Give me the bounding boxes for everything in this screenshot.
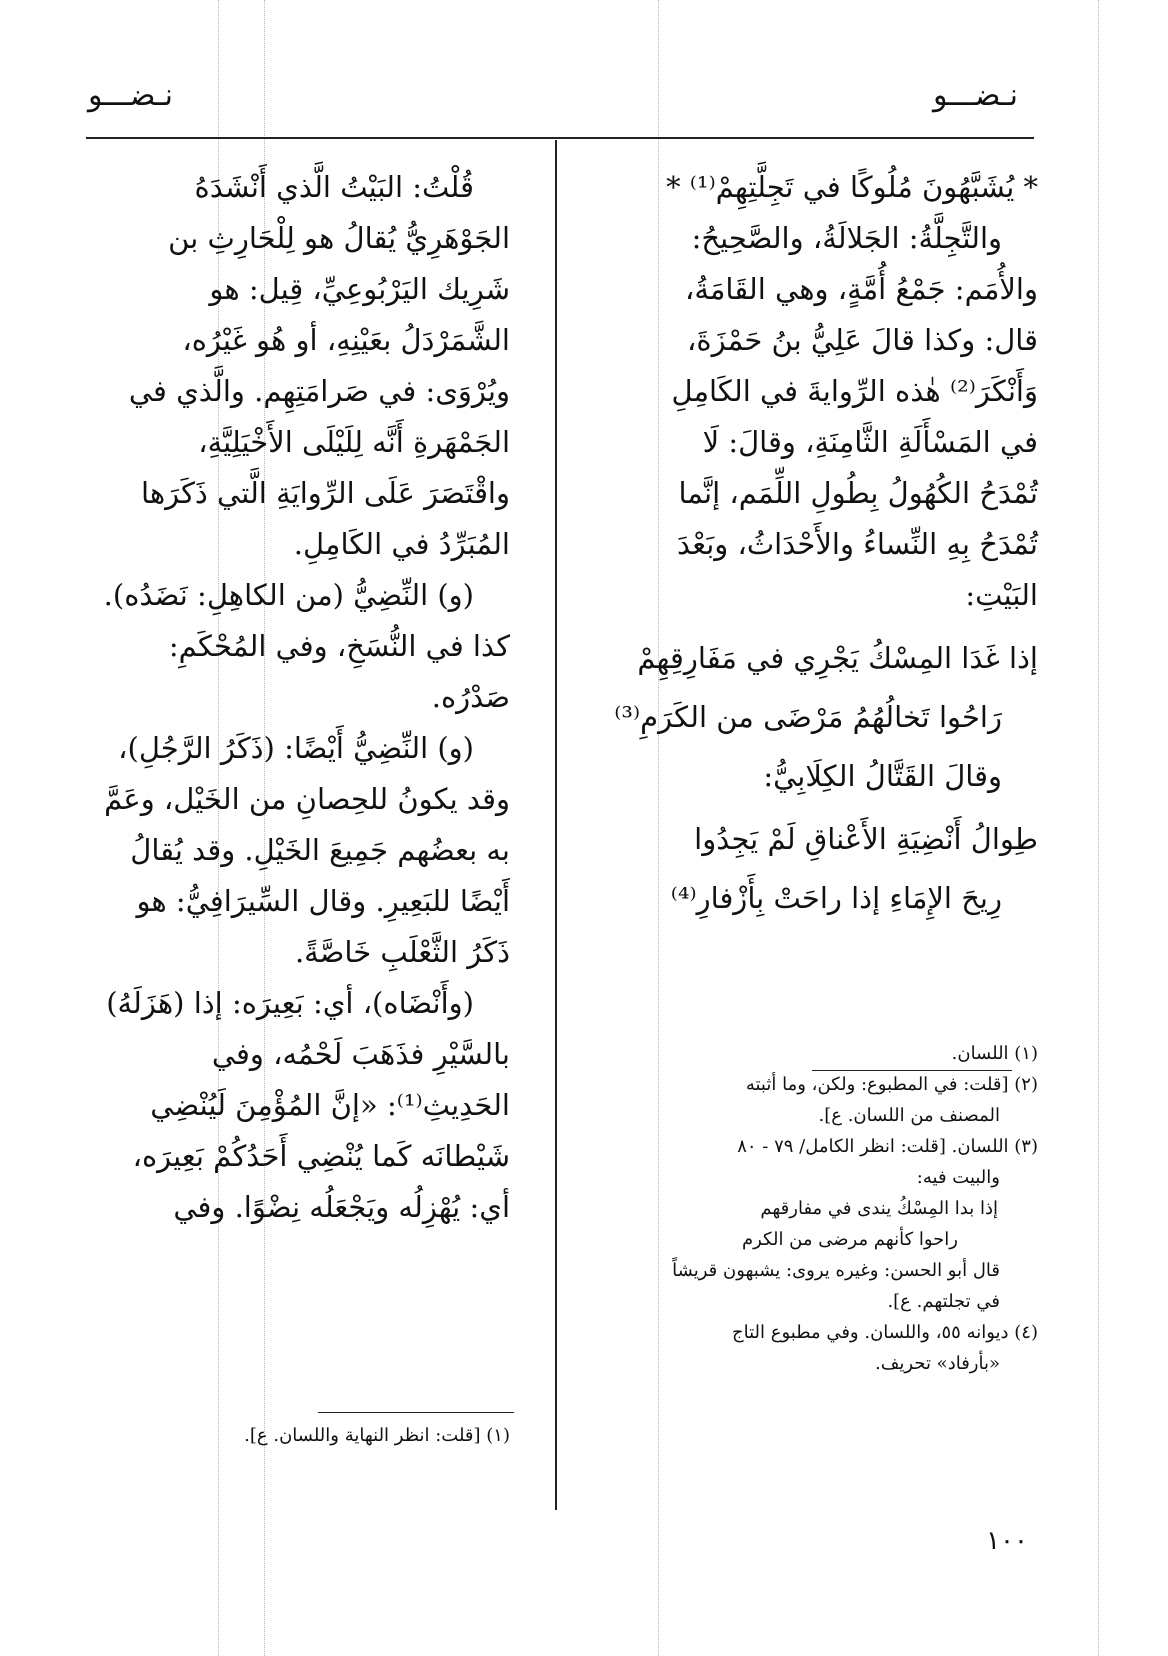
footnote-continuation: قال أبو الحسن: وغيره يروى: يشبهون قريشاً	[672, 1260, 1000, 1281]
verse-line: رِيحَ الإِمَاءِ إذا راحَتْ بِأَزْفارِ⁽⁴⁾	[670, 881, 1002, 915]
text-line: في المَسْأَلَةِ الثَّامِنَةِ، وقالَ: لَا	[702, 425, 1038, 459]
text-line: به بعضُهم جَمِيعَ الخَيْلِ. وقد يُقالُ	[130, 833, 510, 867]
header-rule	[86, 137, 1034, 139]
text-line: الشَّمَرْدَلُ بعَيْنِهِ، أو هُو غَيْرُه،	[182, 323, 510, 357]
footnote: (٤) ديوانه ٥٥، واللسان. وفي مطبوع التاج	[731, 1322, 1038, 1343]
text-line: قُلْتُ: البَيْتُ الَّذي أَنْشَدَهُ	[194, 170, 474, 204]
entry-line: (وأَنْضَاه)، أي: بَعِيرَه: إذا (هَزَلَهُ)	[106, 986, 474, 1020]
text-line: الجَوْهَرِيُّ يُقالُ هو لِلْحَارِثِ بن	[168, 221, 510, 255]
text-line: تُمْدَحُ الكُهُولُ بِطُولِ اللِّمَم، إنَّما	[678, 476, 1038, 510]
left-footnotes	[72, 1420, 510, 1451]
text-line: وقد يكونُ للحِصانِ من الخَيْل، وعَمَّ	[104, 782, 510, 816]
right-footnotes	[618, 1038, 1038, 1379]
footnote-continuation: في تجلتهم. ع].	[887, 1291, 1000, 1312]
text-line: أَيْضًا للبَعِيرِ. وقال السِّيرَافِيُّ: هو	[136, 884, 510, 918]
page-number: ١٠٠	[986, 1526, 1028, 1556]
text-line: الجَمْهَرةِ أَنَّه لِلَيْلَى الأَخْيَلِيَّةِ،	[198, 425, 510, 459]
footnote: (١) [قلت: انظر النهاية واللسان. ع].	[244, 1425, 510, 1446]
entry-line: (و) النِّضِيُّ أَيْضًا: (ذَكَرُ الرَّجُلِ)،	[118, 731, 474, 765]
running-header-right: نـضـــو	[932, 78, 1018, 113]
text-line: ويُرْوَى: في صَرامَتِهِم. والَّذي في	[128, 374, 510, 408]
verse-heading: * يُشَبَّهُونَ مُلُوكًا في تَجِلَّتِهِمْ⁽¹⁾ *	[666, 170, 1038, 204]
text-line: وقالَ القَتَّالُ الكِلَابِيُّ:	[763, 759, 1002, 793]
left-column	[72, 162, 510, 1233]
footnote-verse: إذا بدا المِسْكُ يندى في مفارقهم	[760, 1198, 998, 1219]
scan-dotted-line	[1098, 0, 1099, 1656]
text-line: تُمْدَحُ بِهِ النِّساءُ والأَحْدَاثُ، وبَعْدَ	[676, 527, 1038, 561]
verse-line: إذا غَدَا المِسْكُ يَجْرِي في مَفَارِقِهِمْ	[637, 641, 1038, 675]
text-line: ذَكَرُ الثَّعْلَبِ خَاصَّةً.	[294, 935, 510, 969]
text-line: والتَّجِلَّةُ: الجَلالَةُ، والصَّحِيحُ:	[691, 221, 1002, 255]
text-line: والأُمَم: جَمْعُ أُمَّةٍ، وهي القَامَةُ،	[684, 272, 1038, 306]
text-line: المُبَرِّدُ في الكَامِلِ.	[293, 527, 510, 561]
entry-line: (و) النِّضِيُّ (من الكاهِلِ: نَضَدُه).	[103, 578, 474, 612]
footnote-continuation: المصنف من اللسان. ع].	[818, 1105, 1000, 1126]
footnote-rule-left	[318, 1412, 514, 1413]
right-column	[608, 162, 1038, 928]
text-line: شَيْطانَه كَما يُنْضِي أَحَدُكُمْ بَعِيرَه،	[132, 1139, 510, 1173]
text-line: البَيْتِ:	[965, 578, 1038, 612]
text-line: كذا في النُّسَخِ، وفي المُحْكَمِ:	[168, 629, 510, 663]
footnote: (١) اللسان.	[951, 1043, 1038, 1064]
text-line: الحَدِيثِ⁽¹⁾: «إنَّ المُؤْمِنَ لَيُنْضِي	[150, 1088, 510, 1122]
verse-line: رَاحُوا تَخالُهُمُ مَرْضَى من الكَرَمِ⁽³⁾	[614, 700, 1002, 734]
text-line: قال: وكذا قالَ عَلِيُّ بنُ حَمْزَةَ،	[687, 323, 1038, 357]
verse-line: طِوالُ أَنْضِيَةِ الأَعْناقِ لَمْ يَجِدُوا	[694, 822, 1038, 856]
running-header-left: نـضـــو	[88, 78, 174, 113]
text-line: أي: يُهْزِلُه ويَجْعَلُه نِضْوًا. وفي	[173, 1190, 510, 1224]
footnote: (٣) اللسان. [قلت: انظر الكامل/ ٧٩ - ٨٠	[737, 1136, 1038, 1157]
text-line: وَأَنْكَرَ⁽²⁾ هٰذه الرِّوايةَ في الكَامِلِ	[671, 374, 1038, 408]
footnote-continuation: والبيت فيه:	[916, 1167, 1000, 1188]
text-line: واقْتَصَرَ عَلَى الرِّوايَةِ الَّتي ذَكَرَها	[140, 476, 510, 510]
footnote-continuation: «بأرفاد» تحريف.	[875, 1353, 1000, 1374]
footnote-verse: راحوا كأنهم مرضى من الكرم	[741, 1229, 958, 1250]
text-line: بالسَّيْرِ فذَهَبَ لَحْمُه، وفي	[211, 1037, 510, 1071]
text-line: شَرِيك اليَرْبُوعِيِّ، قِيل: هو	[209, 272, 510, 306]
text-line: صَدْرُه.	[431, 680, 510, 714]
column-divider	[555, 140, 557, 1510]
footnote: (٢) [قلت: في المطبوع: ولكن، وما أثبته	[745, 1074, 1038, 1095]
